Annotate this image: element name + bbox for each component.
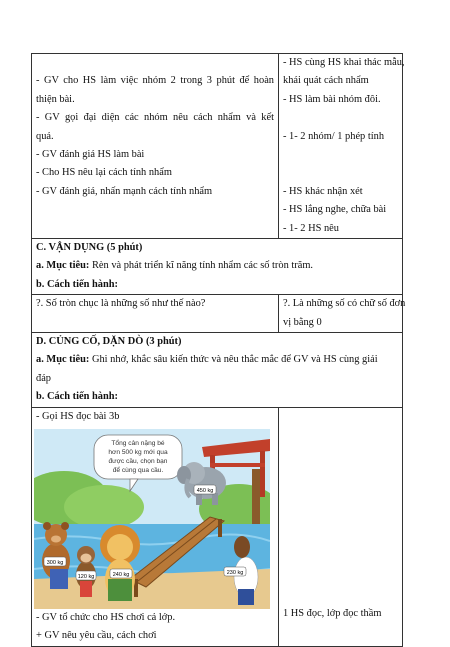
section-c-header-row (32, 239, 403, 295)
student-line: - HS làm bài nhóm đôi. (283, 93, 381, 105)
section-d-goal: a. Mục tiêu: Ghi nhớ, khắc sâu kiến thức và nêu thắc mắc để GV và HS cùng giải (36, 354, 378, 366)
speech-line: được cầu, chọn bạn (108, 458, 168, 466)
speech-line: hơn 500 kg mới qua (108, 449, 168, 457)
horse-weight: 230 kg (226, 570, 244, 577)
teacher-line: - GV đánh giá, nhấn mạnh cách tính nhẩm (36, 185, 213, 197)
bridge-animals-illustration (34, 429, 270, 609)
section-c-question-cell (32, 295, 279, 333)
activity-teacher-cell (32, 54, 279, 239)
section-c-title: C. VẬN DỤNG (5 phút) (36, 242, 143, 254)
teacher-line: - GV tổ chức cho HS chơi cả lớp. (36, 612, 176, 624)
teacher-line: quả. (36, 130, 54, 142)
section-d-method: b. Cách tiến hành: (36, 391, 118, 403)
section-c-method: b. Cách tiến hành: (36, 278, 118, 290)
bear-weight: 300 kg (46, 560, 64, 567)
lesson-table (31, 53, 406, 647)
section-d-header-cell (32, 333, 403, 408)
speech-line: để cùng qua cầu. (112, 467, 164, 475)
activity-row (32, 54, 403, 239)
bush (64, 485, 144, 529)
student-line: 1 HS đọc, lớp đọc thầm (283, 608, 382, 620)
section-d-student-cell (279, 407, 403, 646)
student-line: - HS khác nhận xét (283, 185, 363, 197)
student-line: - HS lắng nghe, chữa bài (283, 204, 387, 216)
teacher-line: thiện bài. (36, 93, 75, 105)
answer-line: vị bằng 0 (283, 316, 322, 328)
activity-student-cell (279, 54, 403, 239)
student-line: - 1- 2 HS nêu (283, 222, 339, 234)
student-line: - HS cùng HS khai thác mẫu, (283, 57, 405, 68)
section-d-activity-row (32, 407, 403, 646)
speech-line: Tổng cân nặng bé (111, 440, 165, 448)
section-c-answer-cell (279, 295, 406, 333)
section-d-title: D. CỦNG CỐ, DẶN DÒ (3 phút) (36, 336, 182, 348)
teacher-line: - GV đánh giá HS làm bài (36, 149, 145, 161)
teacher-line: - Cho HS nêu lại cách tính nhẩm (36, 167, 172, 179)
section-d-header-row (32, 333, 403, 408)
elephant-weight: 450 kg (196, 488, 214, 495)
teacher-line: - GV cho HS làm việc nhóm 2 trong 3 phút để hoàn (36, 75, 274, 87)
monkey-weight: 120 kg (77, 574, 95, 581)
question-text: ?. Số tròn chục là những số như thế nào? (36, 298, 206, 310)
teacher-line: - GV gọi đại diện các nhóm nêu cách nhẩm và kết (36, 112, 274, 124)
teacher-line: + GV nêu yêu cầu, cách chơi (36, 630, 157, 642)
section-c-question-row (32, 295, 403, 333)
section-c-goal: a. Mục tiêu: Rèn và phát triển kĩ năng tính nhẩm các số tròn trăm. (36, 260, 314, 272)
section-c-header-cell (32, 239, 403, 295)
lion-weight: 240 kg (112, 572, 130, 579)
student-line: - 1- 2 nhóm/ 1 phép tính (283, 130, 385, 142)
section-d-teacher-cell (32, 407, 279, 646)
section-d-goal-cont: đáp (36, 372, 52, 384)
teacher-line: - Gọi HS đọc bài 3b (36, 410, 120, 422)
student-line: khái quát cách nhẩm (283, 75, 369, 87)
tree-trunk (252, 469, 260, 529)
answer-line: ?. Là những số có chữ số đơn (283, 298, 406, 310)
